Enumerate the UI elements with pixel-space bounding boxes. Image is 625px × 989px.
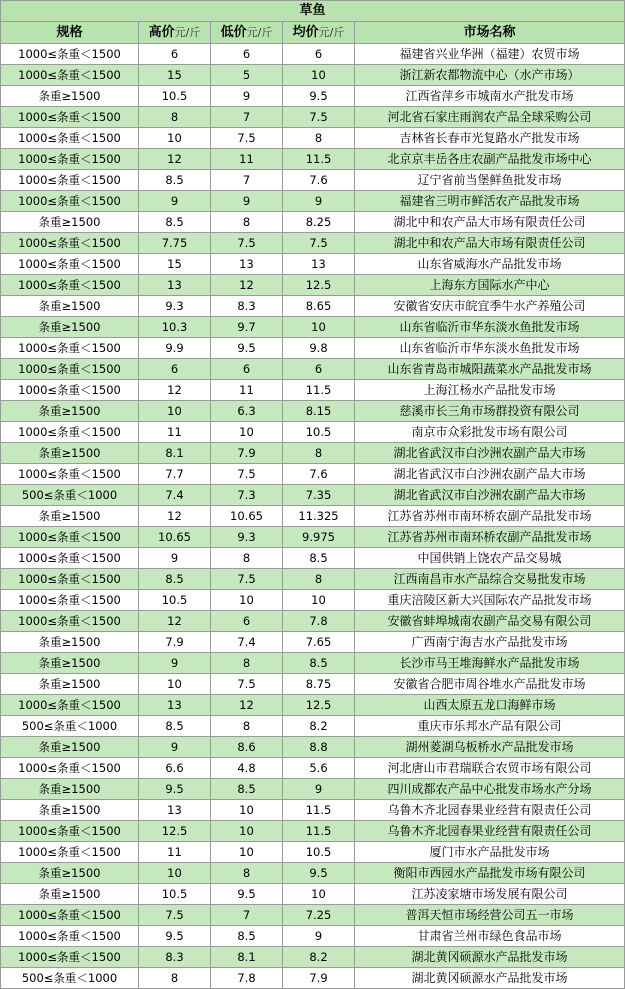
cell-high: 9 xyxy=(139,191,211,212)
cell-high: 7.5 xyxy=(139,905,211,926)
cell-avg: 7.5 xyxy=(283,233,355,254)
table-row xyxy=(1,170,625,191)
cell-spec: 1000≤条重＜1500 xyxy=(1,254,139,275)
cell-high: 7.9 xyxy=(139,632,211,653)
cell-avg: 8.25 xyxy=(283,212,355,233)
cell-market: 江苏凌家塘市场发展有限公司 xyxy=(355,884,625,905)
cell-avg: 11.5 xyxy=(283,800,355,821)
table-row xyxy=(1,653,625,674)
cell-spec: 条重≥1500 xyxy=(1,674,139,695)
table-row xyxy=(1,422,625,443)
cell-market: 湖北黄冈硕源水产品批发市场 xyxy=(355,968,625,989)
cell-high: 8.3 xyxy=(139,947,211,968)
table-row xyxy=(1,947,625,968)
table-row xyxy=(1,821,625,842)
header-low-unit: 元/斤 xyxy=(246,25,273,39)
cell-high: 12 xyxy=(139,506,211,527)
cell-spec: 1000≤条重＜1500 xyxy=(1,65,139,86)
cell-low: 9.5 xyxy=(211,884,283,905)
cell-high: 12 xyxy=(139,611,211,632)
cell-spec: 条重≥1500 xyxy=(1,317,139,338)
cell-low: 7.5 xyxy=(211,674,283,695)
cell-spec: 1000≤条重＜1500 xyxy=(1,149,139,170)
cell-low: 8.6 xyxy=(211,737,283,758)
cell-low: 10 xyxy=(211,590,283,611)
cell-high: 10.5 xyxy=(139,590,211,611)
header-market: 市场名称 xyxy=(355,22,625,44)
header-high-unit: 元/斤 xyxy=(174,25,201,39)
cell-low: 9.3 xyxy=(211,527,283,548)
cell-spec: 1000≤条重＜1500 xyxy=(1,338,139,359)
cell-spec: 条重≥1500 xyxy=(1,800,139,821)
table-row xyxy=(1,191,625,212)
table-row xyxy=(1,380,625,401)
table-row xyxy=(1,611,625,632)
cell-market: 广西南宁海吉水产品批发市场 xyxy=(355,632,625,653)
table-row xyxy=(1,527,625,548)
cell-market: 山东省威海水产品批发市场 xyxy=(355,254,625,275)
cell-low: 8 xyxy=(211,653,283,674)
cell-high: 12 xyxy=(139,149,211,170)
table-body xyxy=(1,44,625,989)
cell-high: 9.3 xyxy=(139,296,211,317)
table-row xyxy=(1,401,625,422)
cell-high: 13 xyxy=(139,800,211,821)
header-low-label: 低价 xyxy=(220,24,247,40)
cell-avg: 7.65 xyxy=(283,632,355,653)
cell-avg: 8 xyxy=(283,569,355,590)
cell-spec: 条重≥1500 xyxy=(1,737,139,758)
cell-avg: 12.5 xyxy=(283,275,355,296)
cell-avg: 7.6 xyxy=(283,170,355,191)
cell-avg: 11.5 xyxy=(283,380,355,401)
cell-low: 6.3 xyxy=(211,401,283,422)
cell-avg: 9.975 xyxy=(283,527,355,548)
cell-spec: 1000≤条重＜1500 xyxy=(1,527,139,548)
cell-market: 江苏省苏州市南环桥农副产品批发市场 xyxy=(355,527,625,548)
cell-market: 长沙市马王堆海鲜水产品批发市场 xyxy=(355,653,625,674)
cell-market: 重庆涪陵区新大兴国际农产品批发市场 xyxy=(355,590,625,611)
cell-low: 8 xyxy=(211,863,283,884)
cell-market: 乌鲁木齐北园春果业经营有限责任公司 xyxy=(355,821,625,842)
table-row xyxy=(1,779,625,800)
cell-high: 8.5 xyxy=(139,716,211,737)
cell-avg: 12.5 xyxy=(283,695,355,716)
cell-low: 10 xyxy=(211,422,283,443)
table-row xyxy=(1,128,625,149)
cell-market: 山东省青岛市城阳蔬菜水产品批发市场 xyxy=(355,359,625,380)
cell-high: 13 xyxy=(139,275,211,296)
cell-low: 7 xyxy=(211,170,283,191)
cell-low: 8.5 xyxy=(211,779,283,800)
cell-avg: 9 xyxy=(283,926,355,947)
table-row xyxy=(1,359,625,380)
table-row xyxy=(1,737,625,758)
cell-market: 中国供销上饶农产品交易城 xyxy=(355,548,625,569)
cell-avg: 7.9 xyxy=(283,968,355,989)
cell-high: 12.5 xyxy=(139,821,211,842)
cell-high: 8.5 xyxy=(139,170,211,191)
cell-avg: 8 xyxy=(283,128,355,149)
cell-avg: 7.35 xyxy=(283,485,355,506)
cell-market: 湖北中和农产品大市场有限责任公司 xyxy=(355,212,625,233)
cell-avg: 6 xyxy=(283,359,355,380)
cell-spec: 1000≤条重＜1500 xyxy=(1,905,139,926)
cell-spec: 1000≤条重＜1500 xyxy=(1,821,139,842)
cell-market: 厦门市水产品批发市场 xyxy=(355,842,625,863)
cell-low: 7.8 xyxy=(211,968,283,989)
cell-low: 12 xyxy=(211,695,283,716)
cell-market: 湖北省武汉市白沙洲农副产品大市场 xyxy=(355,443,625,464)
table-row xyxy=(1,212,625,233)
cell-spec: 条重≥1500 xyxy=(1,86,139,107)
table-row xyxy=(1,443,625,464)
cell-market: 湖州菱湖乌板桥水产品批发市场 xyxy=(355,737,625,758)
cell-high: 10 xyxy=(139,674,211,695)
cell-avg: 10.5 xyxy=(283,422,355,443)
cell-market: 江西南昌市水产品综合交易批发市场 xyxy=(355,569,625,590)
table-row xyxy=(1,842,625,863)
cell-avg: 8.65 xyxy=(283,296,355,317)
cell-spec: 1000≤条重＜1500 xyxy=(1,44,139,65)
cell-low: 9.5 xyxy=(211,338,283,359)
cell-avg: 8.2 xyxy=(283,716,355,737)
cell-avg: 8.75 xyxy=(283,674,355,695)
cell-high: 11 xyxy=(139,842,211,863)
cell-low: 7 xyxy=(211,905,283,926)
cell-high: 15 xyxy=(139,65,211,86)
cell-high: 8 xyxy=(139,107,211,128)
table-row xyxy=(1,44,625,65)
cell-spec: 500≤条重＜1000 xyxy=(1,968,139,989)
cell-high: 8.1 xyxy=(139,443,211,464)
cell-market: 上海江杨水产品批发市场 xyxy=(355,380,625,401)
header-avg-unit: 元/斤 xyxy=(318,25,345,39)
cell-market: 江苏省苏州市南环桥农副产品批发市场 xyxy=(355,506,625,527)
cell-avg: 8.15 xyxy=(283,401,355,422)
cell-low: 7.9 xyxy=(211,443,283,464)
cell-market: 南京市众彩批发市场有限公司 xyxy=(355,422,625,443)
cell-high: 7.4 xyxy=(139,485,211,506)
table-row xyxy=(1,758,625,779)
cell-spec: 1000≤条重＜1500 xyxy=(1,548,139,569)
cell-avg: 9.8 xyxy=(283,338,355,359)
table-row xyxy=(1,338,625,359)
cell-market: 北京京丰岳各庄农副产品批发市场中心 xyxy=(355,149,625,170)
table-row xyxy=(1,905,625,926)
table-row xyxy=(1,674,625,695)
cell-avg: 8.5 xyxy=(283,653,355,674)
cell-market: 河北省石家庄雨润农产品全球采购公司 xyxy=(355,107,625,128)
cell-spec: 1000≤条重＜1500 xyxy=(1,128,139,149)
cell-low: 7.5 xyxy=(211,128,283,149)
cell-spec: 1000≤条重＜1500 xyxy=(1,590,139,611)
cell-avg: 7.5 xyxy=(283,107,355,128)
cell-spec: 500≤条重＜1000 xyxy=(1,485,139,506)
cell-avg: 6 xyxy=(283,44,355,65)
cell-spec: 1000≤条重＜1500 xyxy=(1,107,139,128)
cell-high: 10 xyxy=(139,401,211,422)
cell-high: 9.5 xyxy=(139,779,211,800)
cell-spec: 1000≤条重＜1500 xyxy=(1,947,139,968)
cell-high: 12 xyxy=(139,380,211,401)
cell-spec: 500≤条重＜1000 xyxy=(1,716,139,737)
cell-avg: 8 xyxy=(283,443,355,464)
cell-avg: 11.5 xyxy=(283,149,355,170)
cell-low: 8 xyxy=(211,548,283,569)
table-row xyxy=(1,233,625,254)
table-row xyxy=(1,254,625,275)
cell-market: 河北唐山市君瑞联合农贸市场有限公司 xyxy=(355,758,625,779)
cell-spec: 1000≤条重＜1500 xyxy=(1,464,139,485)
table-row xyxy=(1,968,625,989)
cell-low: 7.4 xyxy=(211,632,283,653)
cell-avg: 10 xyxy=(283,317,355,338)
cell-high: 9 xyxy=(139,737,211,758)
cell-spec: 条重≥1500 xyxy=(1,653,139,674)
cell-spec: 条重≥1500 xyxy=(1,863,139,884)
table-row xyxy=(1,464,625,485)
cell-avg: 7.6 xyxy=(283,464,355,485)
cell-avg: 9.5 xyxy=(283,863,355,884)
cell-high: 9.5 xyxy=(139,926,211,947)
cell-avg: 8.2 xyxy=(283,947,355,968)
cell-high: 6 xyxy=(139,44,211,65)
cell-low: 8 xyxy=(211,212,283,233)
table-row xyxy=(1,926,625,947)
cell-avg: 5.6 xyxy=(283,758,355,779)
cell-market: 安徽省合肥市周谷堆水产品批发市场 xyxy=(355,674,625,695)
cell-avg: 7.8 xyxy=(283,611,355,632)
cell-low: 6 xyxy=(211,359,283,380)
cell-avg: 9 xyxy=(283,779,355,800)
cell-market: 山东省临沂市华东淡水鱼批发市场 xyxy=(355,338,625,359)
cell-low: 5 xyxy=(211,65,283,86)
cell-low: 7 xyxy=(211,107,283,128)
table-row xyxy=(1,296,625,317)
cell-spec: 条重≥1500 xyxy=(1,401,139,422)
cell-high: 10.5 xyxy=(139,86,211,107)
cell-avg: 8.5 xyxy=(283,548,355,569)
cell-spec: 条重≥1500 xyxy=(1,779,139,800)
header-spec: 规格 xyxy=(1,22,139,44)
cell-avg: 9 xyxy=(283,191,355,212)
cell-spec: 条重≥1500 xyxy=(1,443,139,464)
table-row xyxy=(1,65,625,86)
table-row xyxy=(1,800,625,821)
header-high-label: 高价 xyxy=(148,24,175,40)
table-row xyxy=(1,695,625,716)
cell-high: 6 xyxy=(139,359,211,380)
cell-avg: 10 xyxy=(283,65,355,86)
cell-avg: 11.325 xyxy=(283,506,355,527)
table-row xyxy=(1,317,625,338)
cell-market: 湖北省武汉市白沙洲农副产品大市场 xyxy=(355,485,625,506)
cell-market: 湖北省武汉市白沙洲农副产品大市场 xyxy=(355,464,625,485)
cell-avg: 11.5 xyxy=(283,821,355,842)
table-row xyxy=(1,548,625,569)
cell-market: 安徽省安庆市皖宜季牛水产养殖公司 xyxy=(355,296,625,317)
cell-high: 9 xyxy=(139,548,211,569)
cell-spec: 1000≤条重＜1500 xyxy=(1,611,139,632)
table-title: 草鱼 xyxy=(1,1,625,22)
cell-spec: 1000≤条重＜1500 xyxy=(1,758,139,779)
cell-low: 6 xyxy=(211,44,283,65)
cell-avg: 8.8 xyxy=(283,737,355,758)
cell-market: 湖北中和农产品大市场有限责任公司 xyxy=(355,233,625,254)
cell-avg: 13 xyxy=(283,254,355,275)
table-row xyxy=(1,590,625,611)
cell-low: 10 xyxy=(211,800,283,821)
cell-low: 9 xyxy=(211,191,283,212)
cell-spec: 1000≤条重＜1500 xyxy=(1,926,139,947)
cell-high: 15 xyxy=(139,254,211,275)
cell-low: 8.5 xyxy=(211,926,283,947)
cell-market: 山东省临沂市华东淡水鱼批发市场 xyxy=(355,317,625,338)
table-row xyxy=(1,107,625,128)
cell-low: 9 xyxy=(211,86,283,107)
cell-spec: 条重≥1500 xyxy=(1,506,139,527)
cell-spec: 条重≥1500 xyxy=(1,632,139,653)
table-row xyxy=(1,506,625,527)
header-low xyxy=(211,22,283,44)
cell-market: 重庆市乐邦水产品有限公司 xyxy=(355,716,625,737)
cell-market: 上海东方国际水产中心 xyxy=(355,275,625,296)
cell-low: 7.5 xyxy=(211,464,283,485)
cell-market: 吉林省长春市光复路水产批发市场 xyxy=(355,128,625,149)
cell-low: 11 xyxy=(211,149,283,170)
cell-spec: 条重≥1500 xyxy=(1,296,139,317)
cell-market: 衡阳市西园水产品批发市场有限公司 xyxy=(355,863,625,884)
cell-spec: 1000≤条重＜1500 xyxy=(1,422,139,443)
cell-spec: 1000≤条重＜1500 xyxy=(1,191,139,212)
cell-low: 12 xyxy=(211,275,283,296)
cell-avg: 10 xyxy=(283,590,355,611)
cell-high: 8.5 xyxy=(139,569,211,590)
cell-market: 乌鲁木齐北园春果业经营有限责任公司 xyxy=(355,800,625,821)
cell-market: 辽宁省前当堡鲜鱼批发市场 xyxy=(355,170,625,191)
table-row xyxy=(1,863,625,884)
cell-low: 10 xyxy=(211,821,283,842)
cell-high: 11 xyxy=(139,422,211,443)
cell-low: 4.8 xyxy=(211,758,283,779)
cell-market: 江西省萍乡市城南水产批发市场 xyxy=(355,86,625,107)
cell-low: 10.65 xyxy=(211,506,283,527)
header-avg xyxy=(283,22,355,44)
cell-high: 10.5 xyxy=(139,884,211,905)
table-row xyxy=(1,485,625,506)
cell-spec: 条重≥1500 xyxy=(1,884,139,905)
cell-high: 10 xyxy=(139,863,211,884)
cell-market: 福建省兴业华洲（福建）农贸市场 xyxy=(355,44,625,65)
cell-spec: 1000≤条重＜1500 xyxy=(1,380,139,401)
cell-market: 山西太原五龙口海鲜市场 xyxy=(355,695,625,716)
cell-high: 6.6 xyxy=(139,758,211,779)
cell-low: 8.1 xyxy=(211,947,283,968)
cell-high: 10.3 xyxy=(139,317,211,338)
cell-spec: 1000≤条重＜1500 xyxy=(1,275,139,296)
cell-spec: 1000≤条重＜1500 xyxy=(1,569,139,590)
table-row xyxy=(1,275,625,296)
cell-market: 安徽省蚌埠城南农副产品交易有限公司 xyxy=(355,611,625,632)
cell-low: 7.3 xyxy=(211,485,283,506)
cell-high: 10 xyxy=(139,128,211,149)
cell-market: 浙江新农都物流中心（水产市场） xyxy=(355,65,625,86)
table-row xyxy=(1,86,625,107)
cell-low: 7.5 xyxy=(211,569,283,590)
cell-market: 甘肃省兰州市绿色食品市场 xyxy=(355,926,625,947)
table-row xyxy=(1,884,625,905)
cell-spec: 1000≤条重＜1500 xyxy=(1,842,139,863)
header-high xyxy=(139,22,211,44)
cell-market: 慈溪市长三角市场群投资有限公司 xyxy=(355,401,625,422)
cell-market: 四川成都农产品中心批发市场水产分场 xyxy=(355,779,625,800)
table-row xyxy=(1,149,625,170)
cell-market: 湖北黄冈硕源水产品批发市场 xyxy=(355,947,625,968)
cell-low: 8.3 xyxy=(211,296,283,317)
cell-high: 9 xyxy=(139,653,211,674)
cell-avg: 10 xyxy=(283,884,355,905)
header-row xyxy=(1,22,625,44)
cell-low: 8 xyxy=(211,716,283,737)
cell-high: 7.7 xyxy=(139,464,211,485)
cell-avg: 9.5 xyxy=(283,86,355,107)
cell-low: 13 xyxy=(211,254,283,275)
cell-high: 8.5 xyxy=(139,212,211,233)
cell-high: 10.65 xyxy=(139,527,211,548)
table-row xyxy=(1,632,625,653)
table-row xyxy=(1,569,625,590)
cell-low: 10 xyxy=(211,842,283,863)
cell-low: 11 xyxy=(211,380,283,401)
cell-market: 福建省三明市鲜活农产品批发市场 xyxy=(355,191,625,212)
cell-avg: 10.5 xyxy=(283,842,355,863)
cell-high: 8 xyxy=(139,968,211,989)
header-avg-label: 均价 xyxy=(292,24,319,40)
table-row xyxy=(1,716,625,737)
title-row xyxy=(1,1,625,22)
cell-spec: 1000≤条重＜1500 xyxy=(1,695,139,716)
cell-low: 9.7 xyxy=(211,317,283,338)
cell-avg: 7.25 xyxy=(283,905,355,926)
cell-low: 6 xyxy=(211,611,283,632)
cell-high: 9.9 xyxy=(139,338,211,359)
cell-high: 7.75 xyxy=(139,233,211,254)
cell-market: 普洱天恒市场经营公司五一市场 xyxy=(355,905,625,926)
cell-spec: 条重≥1500 xyxy=(1,212,139,233)
cell-high: 13 xyxy=(139,695,211,716)
cell-spec: 1000≤条重＜1500 xyxy=(1,170,139,191)
cell-spec: 1000≤条重＜1500 xyxy=(1,233,139,254)
cell-low: 7.5 xyxy=(211,233,283,254)
cell-spec: 1000≤条重＜1500 xyxy=(1,359,139,380)
